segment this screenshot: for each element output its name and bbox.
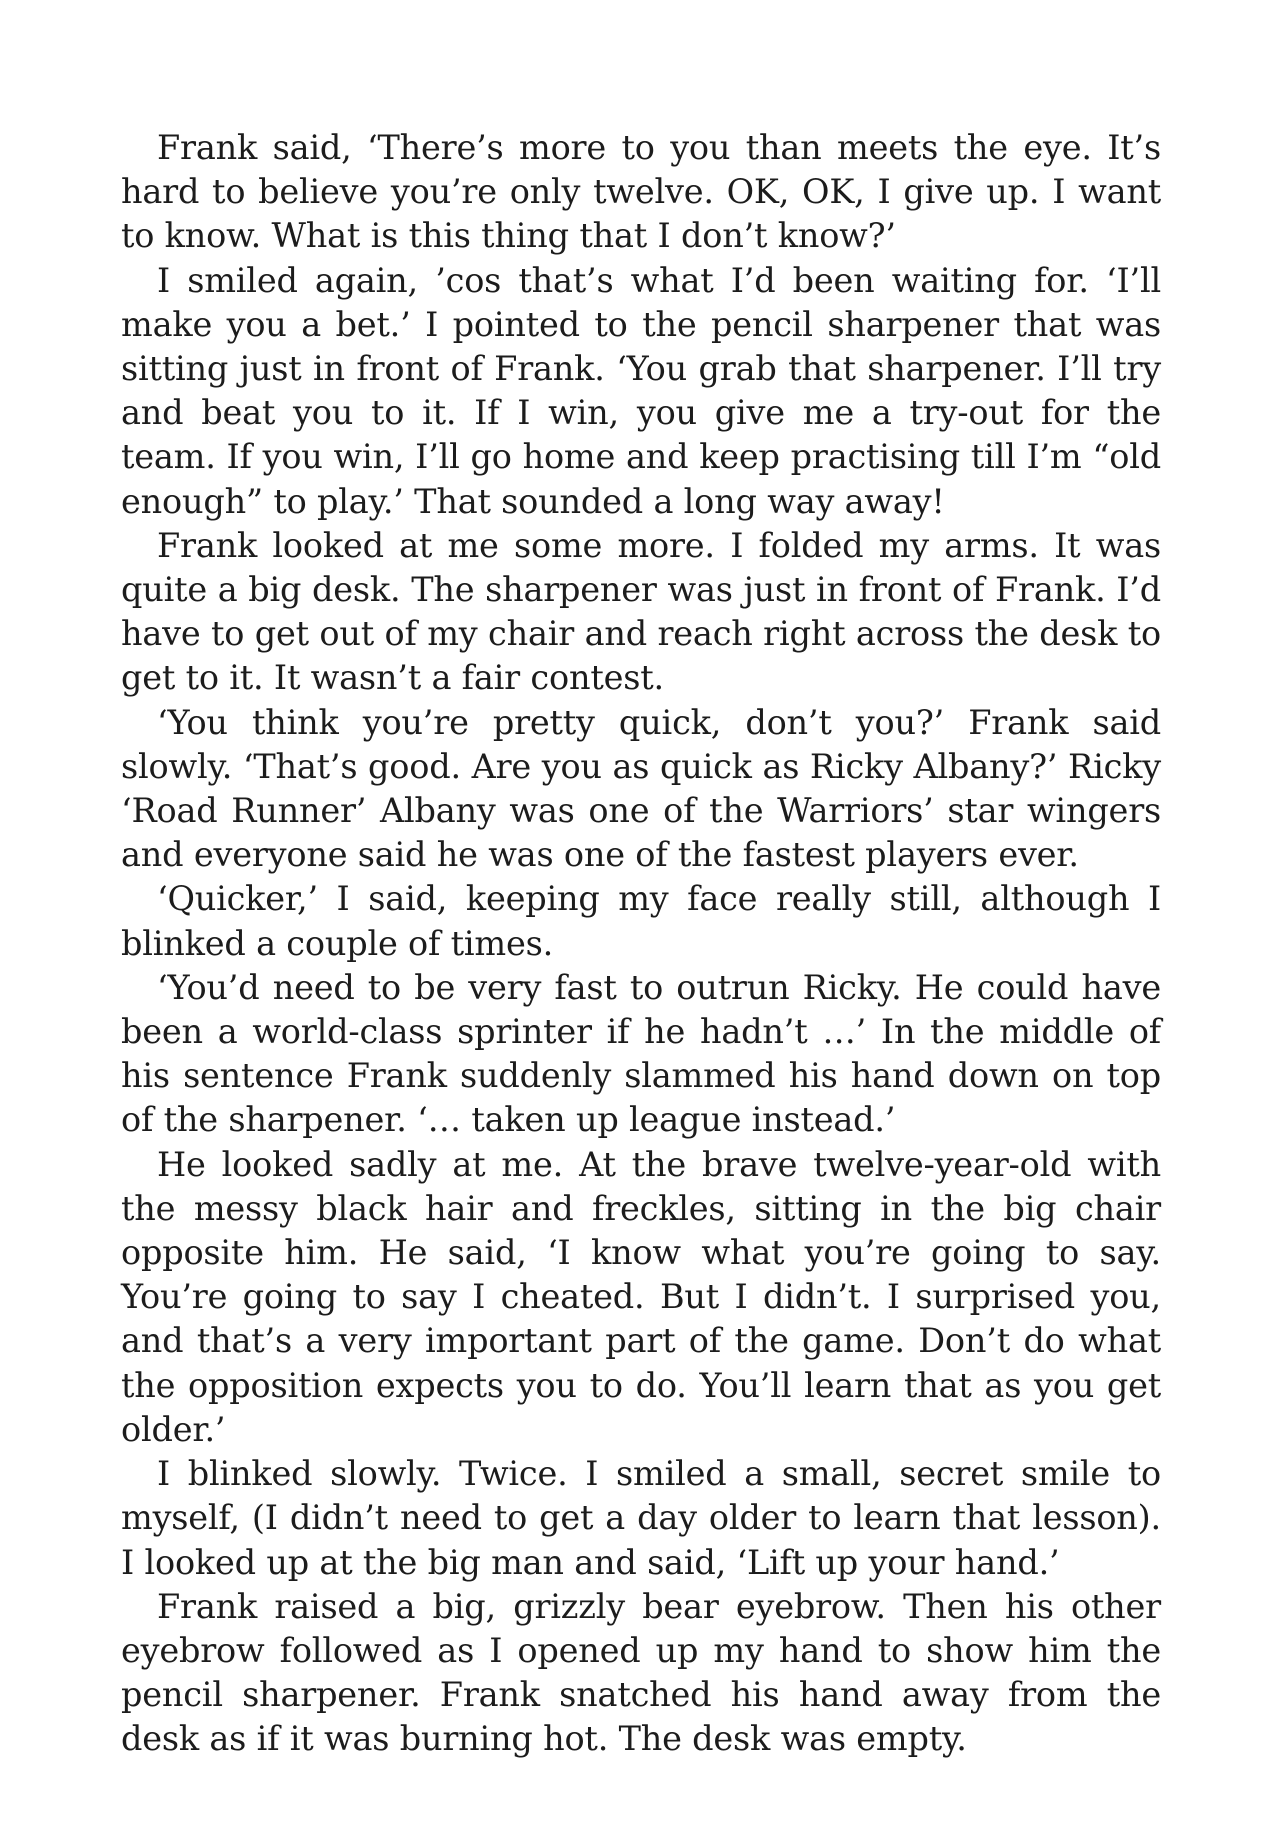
paragraph-5: ‘Quicker,’ I said, keeping my face really still, although I blinked a couple of times.	[121, 879, 1161, 963]
paragraph-3: Frank looked at me some more. I folded my arms. It was quite a big desk. The sharpener was just in front of Frank. I’d have to get out of my chair and reach right across the desk to get to it. It wasn’t a fair contest.	[121, 525, 1161, 698]
paragraph-2: I smiled again, ’cos that’s what I’d been waiting for. ‘I’ll make you a bet.’ I pointed to the pencil sharpener that was sitting just in front of Frank. ‘You grab that sharpener. I’ll try and beat you to it. If I win, you give me a try-out for the team. If you win, I’ll go home and keep practising till I’m “old enough” to play.’ That sounded a long way away!	[121, 260, 1161, 521]
paragraph-1: Frank said, ‘There’s more to you than meets the eye. It’s hard to believe you’re only twelve. OK, OK, I give up. I want to know. What is this thing that I don’t know?’	[121, 128, 1161, 256]
paragraph-4: ‘You think you’re pretty quick, don’t you?’ Frank said slowly. ‘That’s good. Are you as quick as Ricky Albany?’ Ricky ‘Road Runner’ Albany was one of the Warriors’ star wingers and everyone said he was one of the fastest players ever.	[121, 702, 1161, 875]
paragraph-8: I blinked slowly. Twice. I smiled a small, secret smile to myself, (I didn’t need to get a day older to learn that lesson). I looked up at the big man and said, ‘Lift up your hand.’	[121, 1454, 1161, 1582]
paragraph-9: Frank raised a big, grizzly bear eyebrow. Then his other eyebrow followed as I opened up my hand to show him the pencil sharpener. Frank snatched his hand away from the desk as if it was burning hot. The desk was empty.	[121, 1586, 1161, 1759]
paragraph-6: ‘You’d need to be very fast to outrun Ricky. He could have been a world-class sprinter if he hadn’t …’ In the middle of his sentence Frank suddenly slammed his hand down on top of the sharpener. ‘… taken up league instead.’	[121, 967, 1161, 1140]
paragraph-7: He looked sadly at me. At the brave twelve-year-old with the messy black hair and freckles, sitting in the big chair opposite him. He said, ‘I know what you’re going to say. You’re going to say I cheated. But I didn’t. I surprised you, and that’s a very important part of the game. Don’t do what the opposition expects you to do. You’ll learn that as you get older.’	[121, 1144, 1161, 1449]
book-page	[121, 126, 1161, 1786]
